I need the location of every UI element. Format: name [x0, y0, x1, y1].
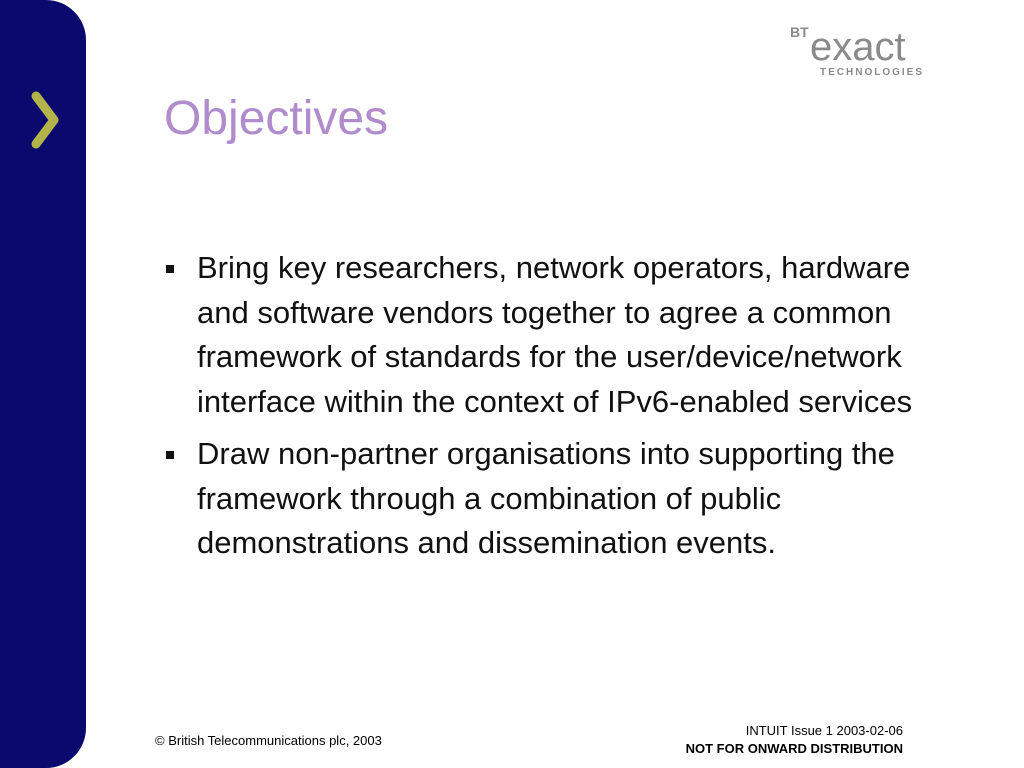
side-bar	[0, 0, 86, 768]
square-bullet-icon	[166, 451, 174, 459]
logo-subtitle: TECHNOLOGIES	[820, 67, 925, 78]
slide-title: Objectives	[164, 92, 389, 145]
bullet-text: Draw non-partner organisations into supporting the framework through a combination of public demonstrations and dissemination events.	[197, 436, 895, 560]
bullet-item	[162, 432, 952, 566]
square-bullet-icon	[166, 265, 174, 273]
distribution-notice: NOT FOR ONWARD DISTRIBUTION	[685, 741, 903, 756]
bullet-text: Bring key researchers, network operators, hardware and software vendors together to agree a common framework of standards for the user/device/network interface within the context of IPv6-enabled services	[197, 250, 913, 419]
logo-brand: exact	[810, 25, 906, 69]
copyright-notice: © British Telecommunications plc, 2003	[155, 733, 382, 748]
issue-info: INTUIT Issue 1 2003-02-06	[745, 723, 903, 738]
bt-exact-logo	[790, 22, 950, 80]
bullet-list	[162, 246, 952, 574]
chevron-right-icon	[28, 90, 62, 150]
footer-info	[686, 722, 903, 758]
bullet-item	[162, 246, 952, 424]
logo-prefix: BT	[790, 24, 809, 40]
